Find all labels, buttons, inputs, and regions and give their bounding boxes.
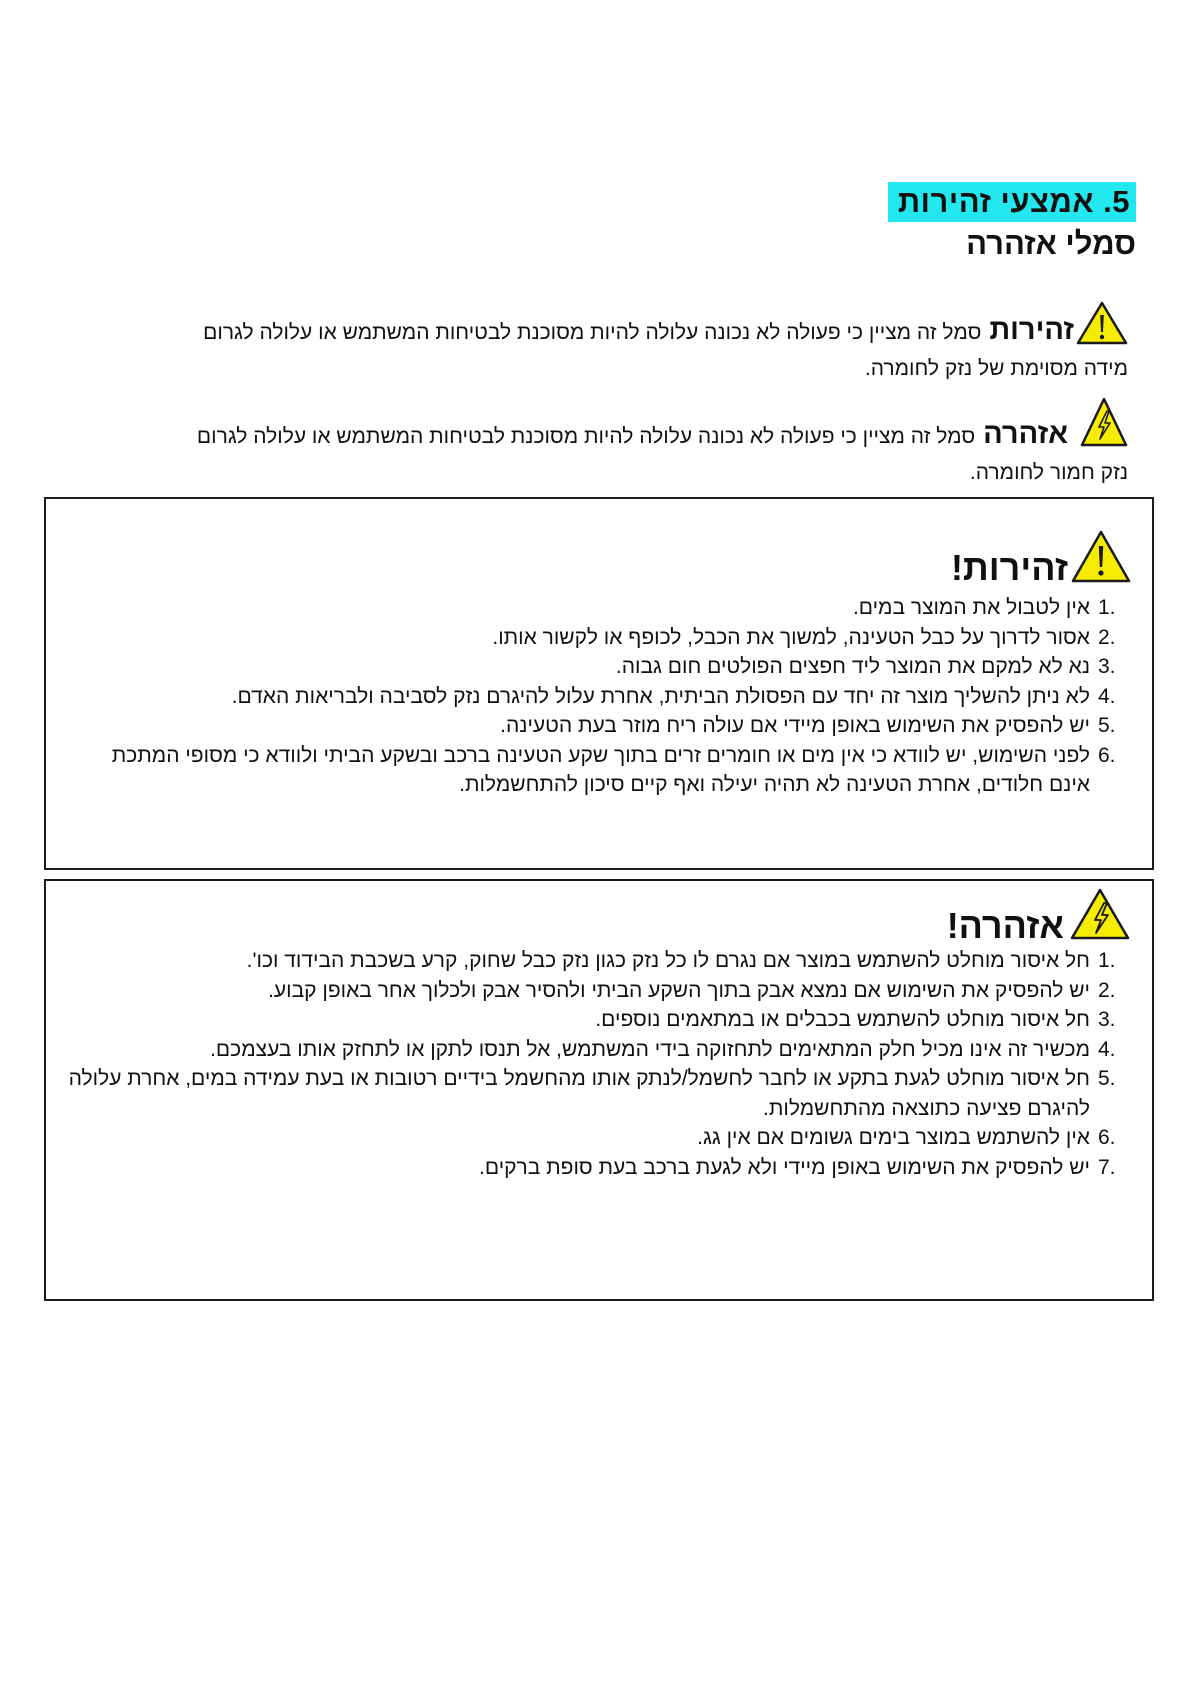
list-item [68,711,1130,741]
caution-box-heading [951,529,1132,590]
legend-warning-word: אזהרה [983,418,1068,450]
list-item [68,623,1130,653]
list-item [68,682,1130,712]
warning-box-heading [947,887,1132,948]
legend-warning [58,397,1128,488]
list-item-text: יש להפסיק את השימוש אם נמצא אבק בתוך השקע הביתי ולהסיר אבק ולכלוך אחר באופן קבוע. [268,978,1090,1002]
list-item-number: 2. [1098,625,1116,649]
list-item [68,1123,1130,1153]
list-item [68,593,1130,623]
caution-list [68,593,1130,800]
section-title: 5. אמצעי זהירות [888,182,1136,222]
legend-caution-word: זהירות [989,314,1074,346]
warning-box-title: אזהרה! [946,905,1064,946]
list-item-number: 6. [1098,1126,1116,1149]
list-item-number: 1. [1098,596,1116,619]
list-item [68,946,1130,976]
list-item [68,741,1130,800]
lightning-triangle-icon [1066,887,1132,948]
list-item-text: נא לא למקם את המוצר ליד חפצים הפולטים חום גבוה. [615,655,1090,678]
list-item-text: לפני השימוש, יש לוודא כי אין מים או חומרים זרים בתוך שקע הטעינה ברכב ובשקע הביתי ולוודא כי מסופי המתכת אינם חלודים, אחרת הטעינה לא תהיה יעילה ואף קיים סיכון להתחשמלות. [111,743,1090,796]
section-heading [888,182,1136,264]
list-item-text: חל איסור מוחלט להשתמש במוצר אם נגרם לו כל נזק כגון נזק כבל שחוק, קרע בשכבת הבידוד וכו'. [246,949,1090,972]
section-subtitle: סמלי אזהרה [966,226,1136,261]
legend-warning-text-2: נזק חמור לחומרה. [969,461,1128,484]
warning-list [68,946,1130,1182]
list-item-number: 5. [1098,1067,1116,1090]
legend-caution-text-2: מידה מסוימת של נזק לחומרה. [864,357,1128,380]
warning-box [44,879,1154,1301]
list-item [68,1005,1130,1035]
list-item-number: 5. [1098,714,1116,737]
list-item-number: 7. [1098,1155,1116,1179]
list-item-number: 4. [1098,684,1116,708]
list-item-text: לא ניתן להשליך מוצר זה יחד עם הפסולת הביתית, אחרת עלול להיגרם נזק לסביבה ולבריאות האדם. [231,684,1090,708]
list-item [68,1064,1130,1123]
list-item [68,976,1130,1006]
exclamation-triangle-icon [1070,529,1132,590]
list-item-text: יש להפסיק את השימוש באופן מיידי אם עולה ריח מוזר בעת הטעינה. [500,714,1090,737]
lightning-triangle-icon [1070,397,1128,458]
list-item-text: אין לטבול את המוצר במים. [852,596,1090,619]
list-item-text: מכשיר זה אינו מכיל חלק המתאימים לתחזוקה בידי המשתמש, אל תנסו לתקן או לתחזק אותו בעצמכם. [210,1037,1090,1061]
list-item-text: אין להשתמש במוצר בימים גשומים אם אין גג. [697,1126,1090,1149]
list-item-text: חל איסור מוחלט להשתמש בכבלים או במתאמים נוספים. [595,1008,1090,1031]
list-item [68,1035,1130,1065]
legend-caution [58,301,1128,384]
list-item [68,1153,1130,1183]
caution-box-title: זהירות! [950,547,1068,588]
legend-caution-text: סמל זה מציין כי פעולה לא נכונה עלולה להיות מסוכנת לבטיחות המשתמש או עלולה לגרום [203,321,982,344]
list-item-number: 3. [1098,655,1116,678]
list-item-number: 1. [1098,949,1116,972]
list-item-text: יש להפסיק את השימוש באופן מיידי ולא לגעת ברכב בעת סופת ברקים. [479,1155,1090,1179]
list-item-text: חל איסור מוחלט לגעת בתקע או לחבר לחשמל/לנתק אותו מהחשמל בידיים רטובות או בעת עמידה במים, אחרת עלולה להיגרם פציעה כתוצאה מהתחשמלות. [68,1067,1090,1120]
exclamation-triangle-icon [1076,301,1128,354]
caution-box [44,497,1154,870]
list-item-number: 4. [1098,1037,1116,1061]
list-item-number: 3. [1098,1008,1116,1031]
list-item-number: 6. [1098,743,1116,767]
legend-warning-text: סמל זה מציין כי פעולה לא נכונה עלולה להיות מסוכנת לבטיחות המשתמש או עלולה לגרום [196,425,976,448]
list-item-number: 2. [1098,978,1116,1002]
list-item [68,652,1130,682]
list-item-text: אסור לדרוך על כבל הטעינה, למשוך את הכבל, לכופף או לקשור אותו. [492,625,1090,649]
